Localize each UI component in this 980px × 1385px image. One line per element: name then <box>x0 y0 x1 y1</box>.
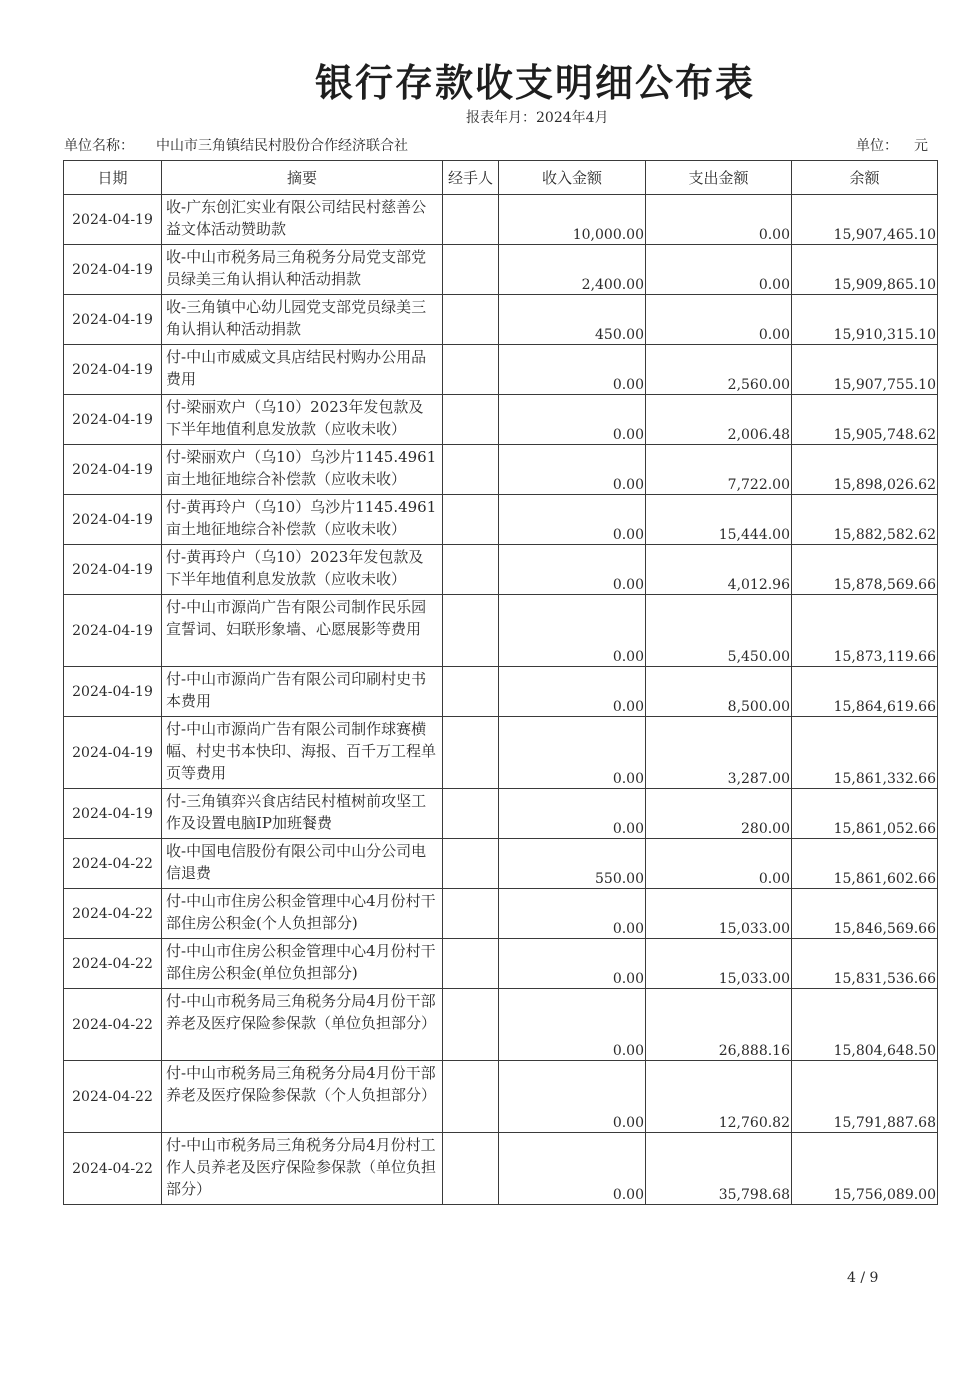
cell-income: 0.00 <box>499 395 646 445</box>
cell-balance: 15,898,026.62 <box>792 445 938 495</box>
table-row <box>64 495 938 545</box>
cell-date: 2024-04-19 <box>64 295 162 345</box>
currency-label: 单位： <box>856 138 898 154</box>
table-row <box>64 1133 938 1205</box>
cell-date: 2024-04-22 <box>64 839 162 889</box>
cell-handler <box>443 295 499 345</box>
cell-summary: 付-中山市源尚广告有限公司制作民乐园宣誓词、妇联形象墙、心愿展影等费用 <box>162 595 443 667</box>
col-header-income: 收入金额 <box>499 161 646 195</box>
table-row <box>64 345 938 395</box>
cell-income: 0.00 <box>499 495 646 545</box>
cell-income: 0.00 <box>499 667 646 717</box>
unit-label: 单位名称： <box>64 138 134 154</box>
cell-expense: 8,500.00 <box>646 667 792 717</box>
cell-balance: 15,846,569.66 <box>792 889 938 939</box>
cell-handler <box>443 445 499 495</box>
cell-date: 2024-04-19 <box>64 395 162 445</box>
cell-balance: 15,864,619.66 <box>792 667 938 717</box>
table-row <box>64 839 938 889</box>
cell-summary: 付-中山市源尚广告有限公司制作球赛横幅、村史书本快印、海报、百千万工程单页等费用 <box>162 717 443 789</box>
cell-expense: 0.00 <box>646 195 792 245</box>
cell-balance: 15,878,569.66 <box>792 545 938 595</box>
cell-expense: 15,033.00 <box>646 889 792 939</box>
cell-handler <box>443 939 499 989</box>
cell-expense: 4,012.96 <box>646 545 792 595</box>
cell-date: 2024-04-19 <box>64 789 162 839</box>
cell-handler <box>443 1133 499 1205</box>
table-row <box>64 667 938 717</box>
cell-income: 0.00 <box>499 717 646 789</box>
unit-name: 中山市三角镇结民村股份合作经济联合社 <box>156 138 408 154</box>
cell-handler <box>443 989 499 1061</box>
cell-date: 2024-04-19 <box>64 495 162 545</box>
cell-date: 2024-04-19 <box>64 245 162 295</box>
cell-balance: 15,882,582.62 <box>792 495 938 545</box>
cell-handler <box>443 667 499 717</box>
cell-balance: 15,831,536.66 <box>792 939 938 989</box>
cell-balance: 15,905,748.62 <box>792 395 938 445</box>
cell-date: 2024-04-19 <box>64 545 162 595</box>
cell-expense: 3,287.00 <box>646 717 792 789</box>
cell-balance: 15,873,119.66 <box>792 595 938 667</box>
table-row <box>64 545 938 595</box>
cell-expense: 15,033.00 <box>646 939 792 989</box>
table-row <box>64 1061 938 1133</box>
cell-handler <box>443 789 499 839</box>
cell-date: 2024-04-19 <box>64 345 162 395</box>
table-row <box>64 717 938 789</box>
table-row <box>64 595 938 667</box>
cell-date: 2024-04-22 <box>64 1061 162 1133</box>
cell-balance: 15,909,865.10 <box>792 245 938 295</box>
cell-income: 0.00 <box>499 545 646 595</box>
cell-summary: 收-中国电信股份有限公司中山分公司电信退费 <box>162 839 443 889</box>
table-row <box>64 889 938 939</box>
cell-summary: 付-中山市源尚广告有限公司印刷村史书本费用 <box>162 667 443 717</box>
cell-income: 0.00 <box>499 939 646 989</box>
cell-summary: 付-中山市税务局三角税务分局4月份村工作人员养老及医疗保险参保款（单位负担部分） <box>162 1133 443 1205</box>
cell-income: 0.00 <box>499 445 646 495</box>
cell-date: 2024-04-22 <box>64 989 162 1061</box>
col-header-handler: 经手人 <box>443 161 499 195</box>
cell-balance: 15,861,332.66 <box>792 717 938 789</box>
table-header-row <box>64 161 938 195</box>
table-row <box>64 295 938 345</box>
cell-income: 10,000.00 <box>499 195 646 245</box>
cell-income: 0.00 <box>499 789 646 839</box>
cell-income: 0.00 <box>499 1061 646 1133</box>
cell-expense: 280.00 <box>646 789 792 839</box>
currency-line <box>856 135 928 155</box>
cell-handler <box>443 345 499 395</box>
cell-income: 0.00 <box>499 989 646 1061</box>
cell-handler <box>443 495 499 545</box>
table-row <box>64 245 938 295</box>
cell-expense: 2,006.48 <box>646 395 792 445</box>
cell-expense: 2,560.00 <box>646 345 792 395</box>
cell-date: 2024-04-22 <box>64 1133 162 1205</box>
cell-income: 0.00 <box>499 889 646 939</box>
cell-expense: 0.00 <box>646 295 792 345</box>
cell-summary: 收-广东创汇实业有限公司结民村慈善公益文体活动赞助款 <box>162 195 443 245</box>
cell-balance: 15,907,465.10 <box>792 195 938 245</box>
cell-handler <box>443 395 499 445</box>
cell-balance: 15,910,315.10 <box>792 295 938 345</box>
cell-expense: 26,888.16 <box>646 989 792 1061</box>
cell-date: 2024-04-19 <box>64 667 162 717</box>
col-header-date: 日期 <box>64 161 162 195</box>
cell-balance: 15,756,089.00 <box>792 1133 938 1205</box>
cell-income: 550.00 <box>499 839 646 889</box>
cell-date: 2024-04-22 <box>64 939 162 989</box>
cell-summary: 付-中山市住房公积金管理中心4月份村干部住房公积金(单位负担部分) <box>162 939 443 989</box>
cell-summary: 收-三角镇中心幼儿园党支部党员绿美三角认捐认种活动捐款 <box>162 295 443 345</box>
cell-date: 2024-04-19 <box>64 195 162 245</box>
col-header-balance: 余额 <box>792 161 938 195</box>
cell-summary: 付-梁丽欢户（乌10）2023年发包款及下半年地值利息发放款（应收未收） <box>162 395 443 445</box>
page-number: 4 / 9 <box>847 1270 879 1286</box>
cell-expense: 35,798.68 <box>646 1133 792 1205</box>
cell-handler <box>443 545 499 595</box>
cell-expense: 7,722.00 <box>646 445 792 495</box>
cell-handler <box>443 839 499 889</box>
cell-summary: 收-中山市税务局三角税务分局党支部党员绿美三角认捐认种活动捐款 <box>162 245 443 295</box>
cell-date: 2024-04-19 <box>64 717 162 789</box>
cell-balance: 15,907,755.10 <box>792 345 938 395</box>
cell-expense: 5,450.00 <box>646 595 792 667</box>
cell-handler <box>443 889 499 939</box>
cell-summary: 付-黄再玲户（乌10）乌沙片1145.4961亩土地征地综合补偿款（应收未收） <box>162 495 443 545</box>
cell-summary: 付-中山市住房公积金管理中心4月份村干部住房公积金(个人负担部分) <box>162 889 443 939</box>
cell-expense: 0.00 <box>646 245 792 295</box>
currency-unit: 元 <box>914 138 928 154</box>
col-header-summary: 摘要 <box>162 161 443 195</box>
cell-expense: 0.00 <box>646 839 792 889</box>
cell-summary: 付-三角镇弈兴食店结民村植树前攻坚工作及设置电脑IP加班餐费 <box>162 789 443 839</box>
page-title: 银行存款收支明细公布表 <box>314 61 755 105</box>
cell-summary: 付-中山市税务局三角税务分局4月份干部养老及医疗保险参保款（单位负担部分） <box>162 989 443 1061</box>
cell-expense: 15,444.00 <box>646 495 792 545</box>
cell-income: 0.00 <box>499 345 646 395</box>
cell-handler <box>443 717 499 789</box>
table-row <box>64 939 938 989</box>
cell-handler <box>443 595 499 667</box>
report-date: 报表年月：2024年4月 <box>466 110 609 126</box>
cell-summary: 付-中山市税务局三角税务分局4月份干部养老及医疗保险参保款（个人负担部分） <box>162 1061 443 1133</box>
cell-balance: 15,861,602.66 <box>792 839 938 889</box>
cell-income: 0.00 <box>499 1133 646 1205</box>
ledger-table <box>63 160 938 1205</box>
table-row <box>64 395 938 445</box>
cell-income: 450.00 <box>499 295 646 345</box>
cell-date: 2024-04-19 <box>64 445 162 495</box>
table-row <box>64 789 938 839</box>
cell-balance: 15,791,887.68 <box>792 1061 938 1133</box>
unit-name-line <box>64 135 408 155</box>
cell-balance: 15,861,052.66 <box>792 789 938 839</box>
table-row <box>64 195 938 245</box>
cell-handler <box>443 195 499 245</box>
cell-summary: 付-中山市威威文具店结民村购办公用品费用 <box>162 345 443 395</box>
table-row <box>64 445 938 495</box>
cell-date: 2024-04-19 <box>64 595 162 667</box>
cell-handler <box>443 1061 499 1133</box>
cell-expense: 12,760.82 <box>646 1061 792 1133</box>
col-header-expense: 支出金额 <box>646 161 792 195</box>
cell-income: 0.00 <box>499 595 646 667</box>
cell-summary: 付-黄再玲户（乌10）2023年发包款及下半年地值利息发放款（应收未收） <box>162 545 443 595</box>
cell-income: 2,400.00 <box>499 245 646 295</box>
cell-date: 2024-04-22 <box>64 889 162 939</box>
cell-balance: 15,804,648.50 <box>792 989 938 1061</box>
table-row <box>64 989 938 1061</box>
cell-handler <box>443 245 499 295</box>
cell-summary: 付-梁丽欢户（乌10）乌沙片1145.4961亩土地征地综合补偿款（应收未收） <box>162 445 443 495</box>
